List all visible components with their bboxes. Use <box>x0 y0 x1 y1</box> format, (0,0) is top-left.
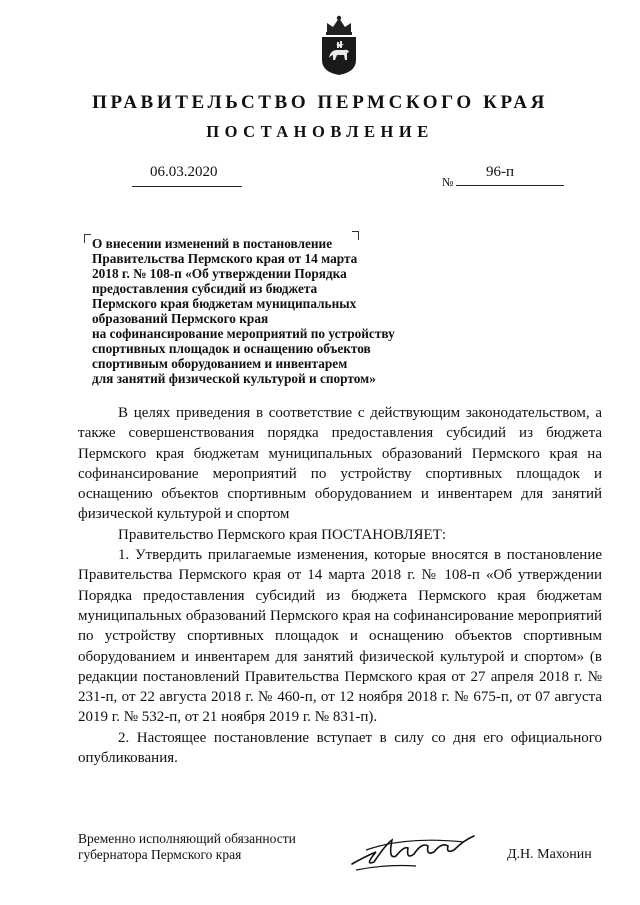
number-underline <box>456 185 564 186</box>
subject-line: спортивным оборудованием и инвентарем <box>92 356 348 371</box>
subject-line: Правительства Пермского края от 14 марта <box>92 251 358 266</box>
signatory-title-line: Временно исполняющий обязанности <box>78 831 296 846</box>
signatory-title-line: губернатора Пермского края <box>78 847 242 862</box>
document-date: 06.03.2020 <box>150 164 218 180</box>
document-subject <box>92 236 452 386</box>
number-sign: № <box>442 175 454 189</box>
clause-1-paragraph: 1. Утвердить прилагаемые изменения, которые вносятся в постановление Правительства Пермского края от 14 марта 2018 г. № 108-п «Об утверждении Порядка предоставления субсидий из бюджета Пермского края бюджетам муниципальных образований Пермского края на софинансирование мероприятий по устройству спортивных площадок и оснащению объектов спортивным оборудованием и инвентарем для занятий физической культурой и спортом» (в редакции постановлений Правительства Пермского края от 27 апреля 2018 г. № 231-п, от 22 августа 2018 г. № 460-п, от 12 ноября 2018 г. № 675-п, от 07 августа 2019 г. № 532-п, от 21 ноября 2019 г. № 831-п). <box>78 547 602 726</box>
coat-of-arms-icon <box>318 14 360 76</box>
document-number: 96-п <box>486 164 515 180</box>
subject-line: спортивных площадок и оснащению объектов <box>92 341 371 356</box>
signatory-title <box>78 831 296 863</box>
handwritten-signature-icon <box>346 826 486 876</box>
preamble-paragraph: В целях приведения в соответствие с действующим законодательством, а также совершенствования порядка предоставления субсидий из бюджета Пермского края бюджетам муниципальных образований Пермского края на софинансирование мероприятий по устройству спортивных площадок и оснащению объектов спортивным оборудованием и инвентарем для занятий физической культурой и спортом <box>78 405 602 523</box>
subject-line: на софинансирование мероприятий по устройству <box>92 326 395 341</box>
document-type: ПОСТАНОВЛЕНИЕ <box>206 122 434 141</box>
subject-line: О внесении изменений в постановление <box>92 236 333 251</box>
subject-line: Пермского края бюджетам муниципальных <box>92 296 357 311</box>
resolution-paragraph: Правительство Пермского края ПОСТАНОВЛЯЕТ: <box>118 526 447 543</box>
date-underline <box>132 186 242 187</box>
subject-line: 2018 г. № 108-п «Об утверждении Порядка <box>92 266 347 281</box>
subject-line: для занятий физической культурой и спортом» <box>92 371 376 386</box>
signatory-name: Д.Н. Махонин <box>507 847 592 862</box>
document-body <box>78 403 602 768</box>
subject-line: образований Пермского края <box>92 311 269 326</box>
clause-2-paragraph: 2. Настоящее постановление вступает в силу со дня его официального опубликования. <box>78 729 602 767</box>
government-title: ПРАВИТЕЛЬСТВО ПЕРМСКОГО КРАЯ <box>92 92 548 113</box>
subject-corner-left <box>84 234 91 243</box>
subject-line: предоставления субсидий из бюджета <box>92 281 318 296</box>
